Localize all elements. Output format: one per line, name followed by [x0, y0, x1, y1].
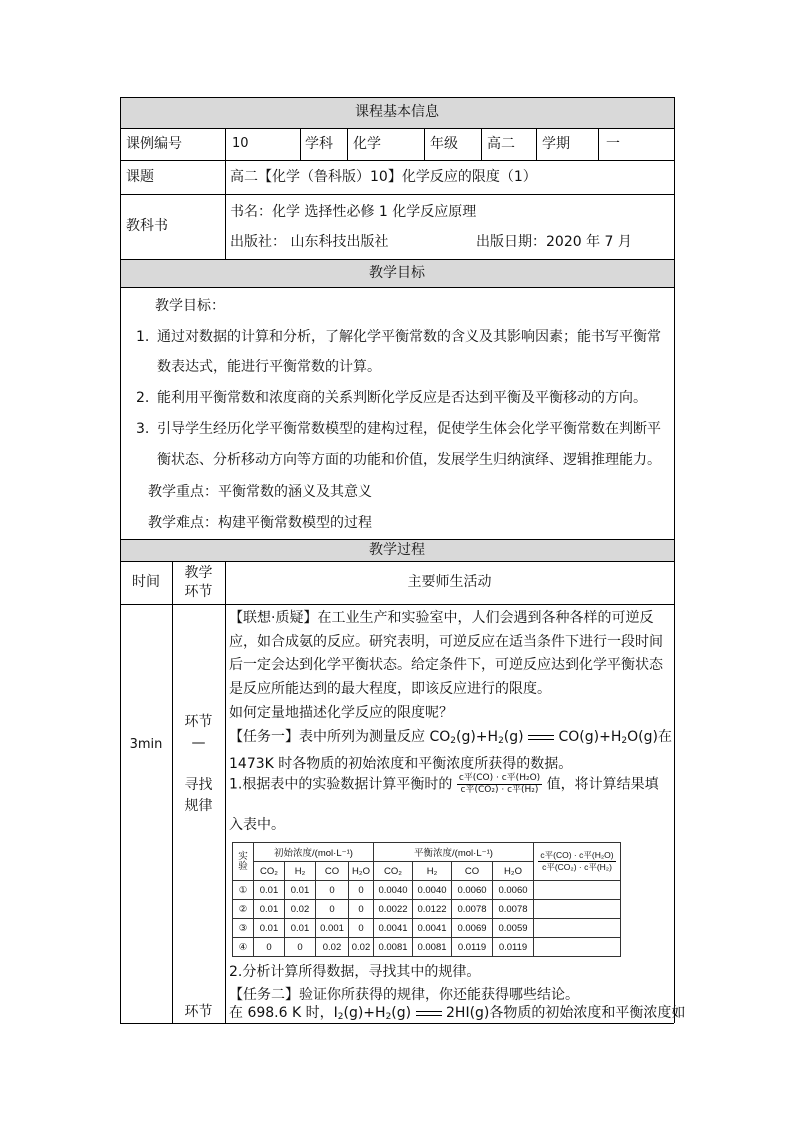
objective-1-line-2: 数表达式，能进行平衡常数的计算。: [157, 359, 381, 375]
objectives-title: 教学目标: [369, 265, 425, 281]
subscript: 2: [498, 735, 504, 746]
init-header: 初始浓度/(mol·L⁻¹): [254, 843, 374, 862]
col-activity-header: 主要师生活动: [407, 574, 492, 590]
last-text-a: 在 698.6 K 时，I: [229, 1005, 338, 1021]
ratio-fraction: [457, 773, 542, 796]
column-header: CO: [316, 862, 349, 881]
table-cell: 0.0078: [452, 900, 493, 919]
grade-label: 年级: [430, 136, 458, 152]
topic-value: 高二【化学（鲁科版）10】化学反应的限度（1）: [230, 169, 537, 185]
table-cell: 0.01: [254, 919, 285, 938]
ratio-cell: [534, 919, 621, 938]
topic-label: 课题: [126, 169, 154, 185]
course-no-label: 课例编号: [126, 136, 182, 152]
textbook-label: 教科书: [126, 218, 168, 234]
time-cell: 3min: [129, 737, 163, 752]
column-header: H₂: [285, 862, 316, 881]
book-name: 书名：化学 选择性必修 1 化学反应原理: [230, 204, 477, 220]
task-1-text-d: CO(g)+H: [558, 728, 622, 745]
task-1-text-a: 【任务一】表中所列为测量反应 CO: [229, 728, 451, 745]
last-text-d: 2HI(g)各物质的初始浓度和平衡浓度如: [446, 1005, 686, 1021]
eq-header: 平衡浓度/(mol·L⁻¹): [374, 843, 534, 862]
subscript: 2: [621, 735, 628, 746]
table-cell: 0.0060: [452, 881, 493, 900]
difficulty: 教学难点：构建平衡常数模型的过程: [148, 515, 372, 531]
table-cell: 0.02: [349, 938, 374, 957]
table-cell: 0.02: [285, 900, 316, 919]
objective-2-line-1: 能利用平衡常数和浓度商的关系判断化学反应是否达到平衡及平衡移动的方向。: [157, 390, 647, 406]
table-cell: 0.02: [316, 938, 349, 957]
activity-paragraph: [229, 607, 672, 777]
subscript: 2: [450, 735, 456, 746]
subscript: 2: [337, 1012, 344, 1022]
table-cell: 0.01: [285, 919, 316, 938]
activity-line-2: 应，如合成氨的反应。研究表明，可逆反应在适当条件下进行一段时间: [229, 633, 663, 650]
table-cell: 0: [349, 881, 374, 900]
objective-3-line-1: 引导学生经历化学平衡常数模型的建构过程，促使学生体会化学平衡常数在判断平: [157, 421, 661, 437]
stage-1-line-d: 规律: [184, 798, 213, 814]
objective-3-line-2: 衡状态、分析移动方向等方面的功能和价值，发展学生归纳演绎、逻辑推理能力。: [157, 452, 661, 468]
calc-line: [229, 773, 659, 796]
table-cell: 0.0119: [493, 938, 534, 957]
table-cell: 0: [349, 919, 374, 938]
objective-3-number: 3.: [136, 421, 150, 437]
table-cell: 0.0040: [374, 881, 413, 900]
row-label: ②: [233, 900, 254, 919]
ratio-header-num: c平(CO) · c平(H₂O): [540, 850, 614, 860]
last-text-b: (g)+H: [343, 1005, 386, 1021]
table-cell: 0.01: [254, 900, 285, 919]
subscript: 2: [385, 1012, 392, 1022]
equilibrium-arrow-icon: [528, 732, 554, 742]
activity-line-1: 【联想·质疑】在工业生产和实验室中，人们会遇到各种各样的可逆反: [229, 610, 654, 626]
table-cell: 0.0041: [374, 919, 413, 938]
table-cell: 0: [254, 938, 285, 957]
table-cell: 0.01: [285, 881, 316, 900]
table-cell: 0: [349, 900, 374, 919]
table-cell: 0.0119: [452, 938, 493, 957]
analysis-line: 2.分析计算所得数据，寻找其中的规律。: [229, 964, 481, 980]
ratio-cell: [534, 900, 621, 919]
activity-line-4: 是反应所能达到的最大程度，即该反应进行的限度。: [229, 681, 551, 698]
exp-header-1: 实: [238, 850, 248, 862]
publisher: 出版社： 山东科技出版社: [230, 234, 389, 250]
table-cell: 0.01: [254, 881, 285, 900]
column-header: H₂: [413, 862, 452, 881]
objective-1-number: 1.: [136, 329, 150, 345]
objective-2-number: 2.: [136, 390, 150, 406]
exp-header: [233, 843, 254, 881]
ratio-header-fraction: [538, 850, 615, 873]
col-time-header: 时间: [132, 574, 160, 590]
table-cell: 0.0078: [493, 900, 534, 919]
table-cell: 0: [316, 881, 349, 900]
calc-text-a: 1.根据表中的实验数据计算平衡时的: [229, 776, 453, 793]
row-label: ④: [233, 938, 254, 957]
table-cell: 0.0022: [374, 900, 413, 919]
last-text-c: (g): [391, 1005, 412, 1021]
ratio-header: [534, 843, 621, 881]
task-1-text-e: O(g)在: [627, 728, 672, 745]
course-info-title: 课程基本信息: [355, 104, 439, 120]
table-cell: 0.0069: [452, 919, 493, 938]
key-point: 教学重点：平衡常数的涵义及其意义: [148, 484, 372, 500]
activity-question: 如何定量地描述化学反应的限度呢？: [229, 704, 453, 721]
row-label: ③: [233, 919, 254, 938]
objective-1-line-1: 通过对数据的计算和分析，了解化学平衡常数的含义及其影响因素；能书写平衡常: [157, 329, 661, 345]
task-1-line-2: 1473K 时各物质的初始浓度和平衡浓度所获得的数据。: [229, 756, 573, 773]
table-cell: 0: [285, 938, 316, 957]
table-cell: 0.0081: [413, 938, 452, 957]
table-cell: 0: [316, 900, 349, 919]
column-header: CO₂: [374, 862, 413, 881]
table-cell: 0.0041: [413, 919, 452, 938]
stage-2-line-a: 环节: [184, 1004, 213, 1020]
calc-line-2: 入表中。: [229, 817, 285, 833]
activity-line-3: 后一定会达到化学平衡状态。给定条件下，可逆反应达到化学平衡状态: [229, 657, 663, 674]
column-header: CO: [452, 862, 493, 881]
last-line: [229, 1003, 685, 1027]
table-cell: 0.0060: [493, 881, 534, 900]
table-cell: 0.0122: [413, 900, 452, 919]
task-1-text-c: (g): [503, 728, 524, 745]
exp-header-2: 验: [238, 860, 248, 872]
process-title: 教学过程: [369, 542, 425, 558]
objectives-intro: 教学目标：: [155, 298, 225, 314]
calc-text-b: 值，将计算结果填: [546, 776, 659, 793]
table-row: [233, 881, 621, 900]
col-stage-header-1: 教学: [184, 565, 213, 581]
col-stage-header-2: 环节: [184, 584, 213, 600]
column-header: H₂O: [493, 862, 534, 881]
table-cell: 0.0040: [413, 881, 452, 900]
task-1-text-b: (g)+H: [455, 728, 499, 745]
table-row: [233, 900, 621, 919]
table-row: [233, 919, 621, 938]
row-label: ①: [233, 881, 254, 900]
table-row: [233, 938, 621, 957]
ratio-numerator: c平(CO) · c平(H₂O): [458, 773, 541, 783]
course-no-value: 10: [232, 136, 249, 151]
term-value: 一: [606, 136, 620, 152]
table-cell: 0.0059: [493, 919, 534, 938]
equilibrium-arrow-icon: [416, 1008, 442, 1018]
data-table: [232, 842, 621, 957]
column-header: H₂O: [349, 862, 374, 881]
subject-label: 学科: [305, 136, 333, 152]
ratio-header-den: c平(CO₂) · c平(H₂): [542, 862, 612, 872]
grade-value: 高二: [487, 136, 515, 152]
ratio-denominator: c平(CO₂) · c平(H₂): [460, 785, 539, 795]
table-cell: 0.001: [316, 919, 349, 938]
task-2-line: 【任务二】验证你所获得的规律，你还能获得哪些结论。: [229, 987, 579, 1003]
stage-1-line-b: —: [191, 735, 206, 751]
publish-date: 出版日期：2020 年 7 月: [476, 234, 632, 250]
stage-1-line-a: 环节: [184, 714, 213, 730]
term-label: 学期: [542, 136, 570, 152]
task-1-line: [229, 726, 672, 754]
table-cell: 0.0081: [374, 938, 413, 957]
column-header: CO₂: [254, 862, 285, 881]
ratio-cell: [534, 938, 621, 957]
subject-value: 化学: [353, 136, 381, 152]
ratio-cell: [534, 881, 621, 900]
stage-1-line-c: 寻找: [184, 777, 213, 793]
